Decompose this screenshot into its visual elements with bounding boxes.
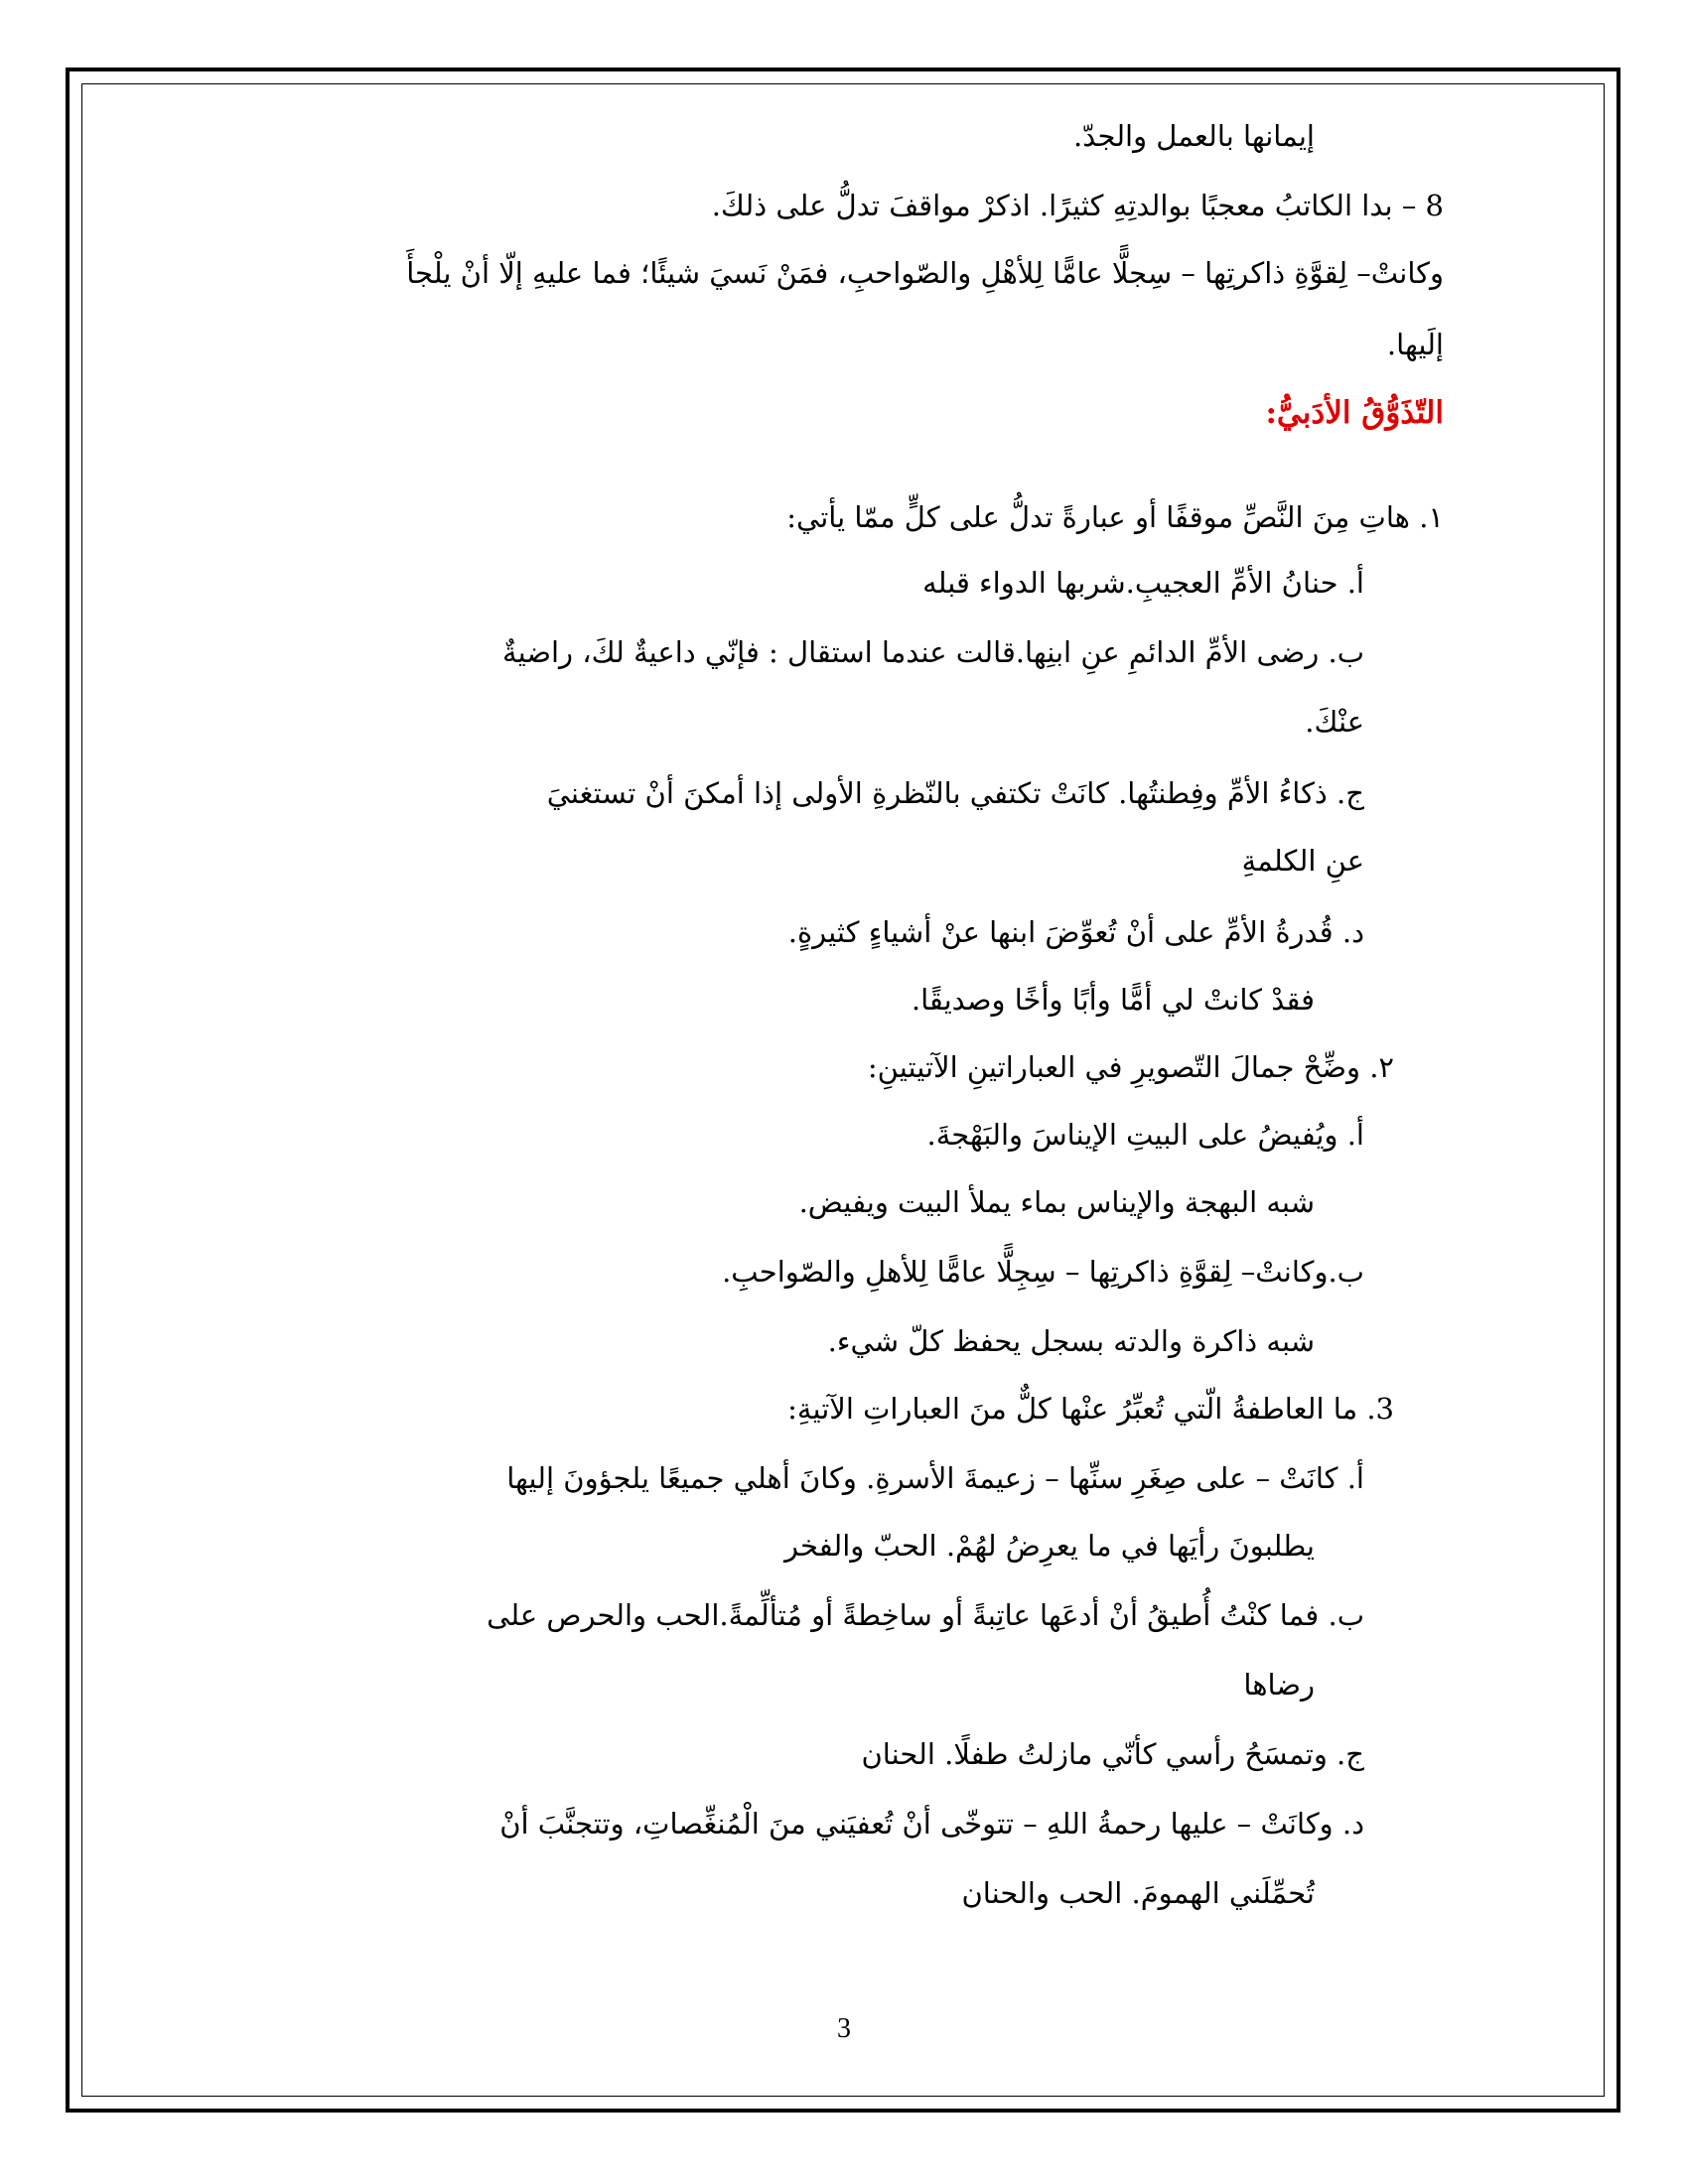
question-3-item-c: ج. وتمسَحُ رأسي كأنّي مازلتُ طفلًا. الحنان	[861, 1737, 1364, 1771]
section-heading: التّذَوُّقُ الأدَبيُّ:	[1265, 395, 1444, 431]
question-1-item-b-cont: عنْكَ.	[1305, 705, 1364, 739]
question-1-item-b: ب. رضى الأمِّ الدائمِ عنِ ابنِها.قالت عندما استقال : فإنّي داعيةٌ لكَ، راضيةٌ	[502, 635, 1364, 669]
question-2-answer-b: شبه ذاكرة والدته بسجل يحفظ كلّ شيء.	[827, 1324, 1315, 1358]
question-3-item-a-cont: يطلبونَ رأيَها في ما يعرِضُ لهُمْ. الحبّ والفخر	[784, 1529, 1315, 1563]
question-1-item-c: ج. ذكاءُ الأمِّ وفِطنتُها. كانَتْ تكتفي بالنّظرةِ الأولى إذا أمكنَ أنْ تستغنيَ	[546, 776, 1364, 810]
question-3-item-b-cont: رضاها	[1243, 1668, 1315, 1702]
question-2-item-a: أ. ويُفيضُ على البيتِ الإيناسَ والبَهْجةَ.	[926, 1118, 1364, 1152]
text-line: إيمانها بالعمل والجدّ.	[1073, 119, 1315, 153]
question-3-item-a: أ. كانَتْ – على صِغَرِ سنِّها – زعيمةَ الأسرةِ. وكانَ أهلي جميعًا يلجؤونَ إليها	[506, 1461, 1364, 1495]
question-3-prompt: 3. ما العاطفةُ الّتي تُعبِّرُ عنْها كلٌّ منَ العباراتِ الآتيةِ:	[787, 1392, 1394, 1426]
question-1-prompt: ١. هاتِ مِنَ النَّصِّ موقفًا أو عبارةً تدلُّ على كلٍّ ممّا يأتي:	[786, 500, 1444, 534]
text-line: وكانتْ– لِقوَّةِ ذاكرتِها – سِجلًّا عامًّا لِلأهْلِ والصّواحبِ، فمَنْ نَسيَ شيئًا؛ فما عليهِ إلّا أنْ يلْجأَ	[406, 256, 1444, 290]
question-3-item-d: د. وكانَتْ – عليها رحمةُ اللهِ – تتوخّى أنْ تُعفيَني منَ الْمُنغِّصاتِ، وتتجنَّبَ أنْ	[499, 1807, 1364, 1841]
question-3-item-d-cont: تُحمِّلَني الهمومَ. الحب والحنان	[961, 1876, 1315, 1910]
question-1-item-c-cont: عنِ الكلمةِ	[1241, 844, 1364, 878]
question-2-answer-a: شبه البهجة والإيناس بماء يملأ البيت ويفيض.	[798, 1185, 1315, 1219]
question-1-item-a: أ. حنانُ الأمِّ العجيبِ.شربها الدواء قبله	[922, 566, 1364, 600]
question-1-item-d: د. قُدرةُ الأمِّ على أنْ تُعوِّضَ ابنها عنْ أشياءٍ كثيرةٍ.	[787, 915, 1364, 949]
question-1-item-d-cont: فقدْ كانتْ لي أمًّا وأبًا وأخًا وصديقًا.	[911, 983, 1315, 1017]
text-line: إلَيها.	[1386, 328, 1444, 361]
question-2-item-b: ب.وكانتْ– لِقوَّةِ ذاكرتِها – سِجِلًّا عامًّا لِلأهلِ والصّواحبِ.	[722, 1255, 1364, 1289]
text-line: 8 – بدا الكاتبُ معجبًا بوالدتِهِ كثيرًا. اذكرْ مواقفَ تدلُّ على ذلكَ.	[711, 189, 1444, 222]
question-2-prompt: ٢. وضِّحْ جمالَ التّصويرِ في العباراتينِ الآتيتينِ:	[867, 1050, 1394, 1084]
question-3-item-b: ب. فما كنْتُ أُطيقُ أنْ أدعَها عاتِبةً أو ساخِطةً أو مُتألِّمةً.الحب والحرص على	[487, 1598, 1364, 1632]
page-number: 3	[837, 2013, 851, 2044]
